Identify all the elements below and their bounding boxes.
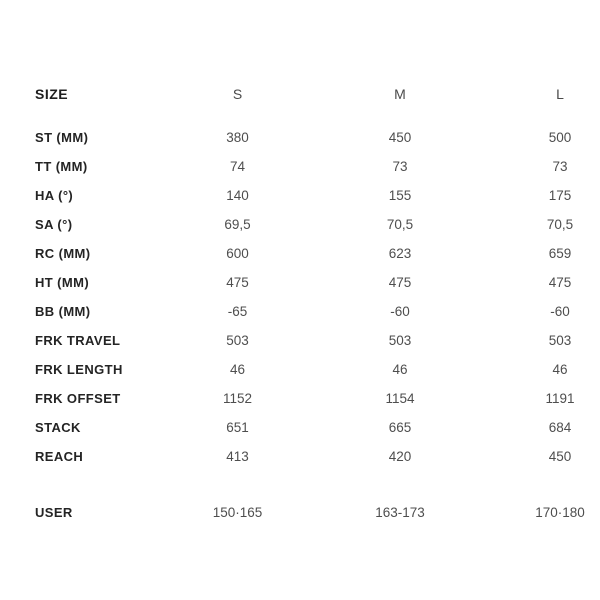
row-value-m: 475: [388, 275, 412, 290]
geometry-table: [35, 84, 600, 527]
table-row-frk-offset: [35, 384, 600, 413]
row-value-m: 163-173: [375, 505, 425, 520]
row-value-l: 684: [548, 420, 572, 435]
table-row-rc: [35, 239, 600, 268]
row-value-l: 659: [548, 246, 572, 261]
table-row-st: [35, 123, 600, 152]
row-label: TT (MM): [35, 159, 88, 174]
table-body: [35, 123, 600, 471]
row-label: HT (MM): [35, 275, 90, 290]
row-label: SA (°): [35, 217, 73, 232]
row-value-m: 70,5: [386, 217, 414, 232]
column-header-l: L: [556, 86, 564, 102]
row-value-s: 475: [226, 275, 249, 290]
row-value-s: -65: [227, 304, 248, 319]
row-label: HA (°): [35, 188, 74, 203]
row-value-l: 46: [552, 362, 568, 377]
table-row-sa: [35, 210, 600, 239]
row-value-m: 623: [388, 246, 412, 261]
row-label: FRK OFFSET: [35, 391, 121, 406]
column-header-m: M: [394, 86, 406, 102]
row-value-l: 175: [548, 188, 572, 203]
table-row-ha: [35, 181, 600, 210]
row-value-m: -60: [390, 304, 410, 319]
table-row-ht: [35, 268, 600, 297]
row-label: REACH: [35, 449, 84, 464]
row-value-l: 70,5: [546, 217, 574, 232]
row-value-l: 450: [548, 449, 572, 464]
row-value-s: 600: [226, 246, 249, 261]
row-label: STACK: [35, 420, 81, 435]
row-value-l: 500: [548, 130, 572, 145]
column-header-size: SIZE: [35, 86, 69, 102]
row-value-m: 73: [392, 159, 408, 174]
row-value-l: 170·180: [535, 505, 585, 520]
row-label: FRK TRAVEL: [35, 333, 121, 348]
row-value-s: 413: [226, 449, 249, 464]
row-value-s: 651: [226, 420, 249, 435]
row-label: USER: [35, 505, 73, 520]
table-row-tt: [35, 152, 600, 181]
table-row-bb: [35, 297, 600, 326]
row-value-l: -60: [550, 304, 570, 319]
row-value-s: 380: [226, 130, 249, 145]
table-row-stack: [35, 413, 600, 442]
column-header-s: S: [232, 86, 243, 102]
row-value-s: 74: [229, 159, 246, 174]
row-label: ST (MM): [35, 130, 89, 145]
row-label: RC (MM): [35, 246, 91, 261]
row-value-m: 503: [388, 333, 412, 348]
row-value-l: 73: [552, 159, 568, 174]
row-value-l: 475: [548, 275, 572, 290]
row-value-s: 1152: [222, 391, 253, 406]
row-label: FRK LENGTH: [35, 362, 123, 377]
table-row-user: [35, 498, 600, 527]
row-value-m: 450: [388, 130, 412, 145]
row-label: BB (MM): [35, 304, 91, 319]
row-value-s: 150·165: [212, 505, 263, 520]
row-value-m: 155: [388, 188, 412, 203]
table-footer: [35, 498, 600, 527]
table-row-frk-travel: [35, 326, 600, 355]
table-row-reach: [35, 442, 600, 471]
table-row-frk-length: [35, 355, 600, 384]
row-value-s: 503: [226, 333, 249, 348]
row-value-m: 1154: [385, 391, 415, 406]
row-value-l: 503: [548, 333, 572, 348]
row-value-s: 140: [226, 188, 249, 203]
row-value-s: 69,5: [224, 217, 251, 232]
row-value-m: 420: [388, 449, 412, 464]
row-value-l: 1191: [545, 391, 575, 406]
row-value-s: 46: [229, 362, 246, 377]
row-value-m: 665: [388, 420, 412, 435]
table-header-row: [35, 84, 600, 104]
row-value-m: 46: [392, 362, 408, 377]
